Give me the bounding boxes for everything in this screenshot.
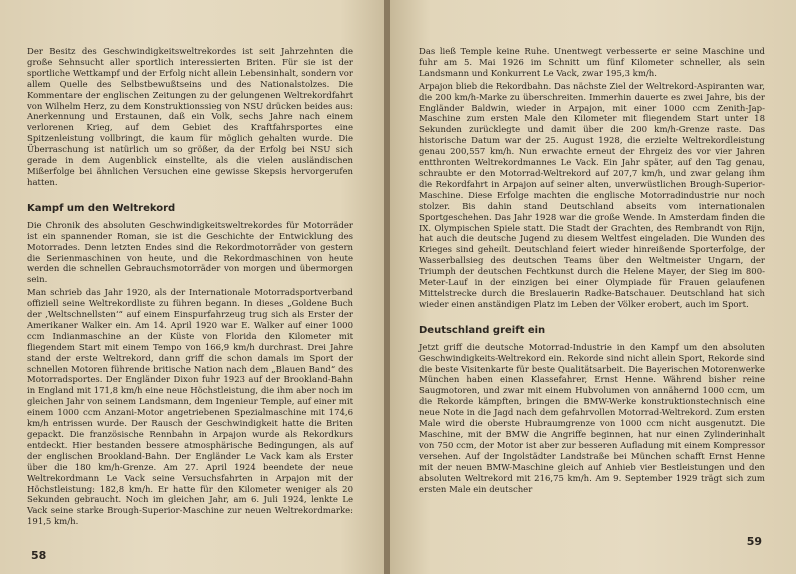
paragraph: Arpajon blieb die Rekordbahn. Das nächste Ziel der Weltrekord-Aspiranten war, die 200 km/h-Marke zu überschreiten. Immerhin dauerte es zwei Jahre, bis der Engländer Baldwin, wieder in Arpajon, mit einer 1000 ccm Zenith-Jap-Maschine zum ersten Male den Kilometer mit fliegendem Start unter 18 Sekunden zurücklegte und damit über die 200 km/h-Grenze raste. Das historische Datum war der 25. August 1928, die erzielte Weltrekordleistung genau 200,557 km/h. Nun erwachte erneut der Ehrgeiz des vor vier Jahren entthronten Weltrekordmannes Le Vack. Ein Jahr später, auf den Tag genau, schraubte er den Motorrad-Weltrekord auf 207,7 km/h, und zwar gelang ihm die Rekordfahrt in Arpajon auf seiner alten, unverwüstlichen Brough-Superior-Maschine. Diese Erfolge machten die englische Motorradindustrie nur noch stolzer. Bis dahin stand Deutschland abseits vom internationalen Sportgeschehen. Das Jahr 1928 war die große Wende. In Amsterdam finden die IX. Olympischen Spiele statt. Die Stadt der Grachten, des Rembrandt von Rijn, hat auch die deutsche Jugend zu diesem Weltfest eingeladen. Die Wunden des Krieges sind geheilt. Deutschland feiert wieder hinreißende Sporterfolge, der Wasserballsieg des deutschen Teams über den Weltmeister Ungarn, der Triumph der deutschen Fechtkunst durch die Helene Mayer, der Sieg im 800-Meter-Lauf in der einzigen bei einer Olympiade für Frauen gelaufenen Mittelstrecke durch die Breslauerin Radke-Batschauer. Deutschland hat sich wieder einen anständigen Platz im Leben der Völker erobert, auch im Sport. [419, 81, 765, 310]
paragraph: Man schrieb das Jahr 1920, als der Internationale Motorradsportverband offiziell seine Weltrekordliste zu führen begann. In dieses „Goldene Buch der ‚Weltschnellsten‘“ auf einem Einspurfahrzeug trug sich als Erster der Amerikaner Walker ein. Am 14. April 1920 war E. Walker auf einer 1000 ccm Indianmaschine an der Küste von Florida den Kilometer mit fliegendem Start mit einem Tempo von 166,9 km/h durchrast. Drei Jahre stand der erste Weltrekord, dann griff die schon damals im Sport der schnellen Motoren führende britische Nation nach dem „Blauen Band“ des Motorradsportes. Der Engländer Dixon fuhr 1923 auf der Brookland-Bahn in England mit 171,8 km/h eine neue Höchstleistung, die ihm aber noch im gleichen Jahr von seinem Landsmann, dem Ingenieur Temple, auf einer mit einem 1000 ccm Anzani-Motor angetriebenen Spezialmaschine mit 174,6 km/h entrissen wurde. Der Rausch der Geschwindigkeit hatte die Briten gepackt. Die französische Rennbahn in Arpajon wurde als Rekordkurs entdeckt. Hier bestanden bessere atmosphärische Bedingungen, als auf der englischen Brookland-Bahn. Der Engländer Le Vack kam als Erster über die 180 km/h-Grenze. Am 27. April 1924 beendete der neue Weltrekordmann Le Vack seine Versuchsfahrten in Arpajon mit der Höchstleistung: 182,8 km/h. Er hatte für den Kilometer weniger als 20 Sekunden gebraucht. Noch im gleichen Jahr, am 6. Juli 1924, lenkte Le Vack seine starke Brough-Superior-Maschine zur neuen Weltrekordmarke: 191,5 km/h. [27, 288, 353, 528]
right-page [390, 0, 796, 574]
right-page-content [419, 47, 765, 497]
left-page-content [27, 47, 353, 530]
left-page [0, 0, 386, 574]
section-heading: Kampf um den Weltrekord [27, 202, 176, 214]
page-number: 59 [746, 535, 762, 548]
paragraph: Jetzt griff die deutsche Motorrad-Industrie in den Kampf um den absoluten Geschwindigkeits-Weltrekord ein. Rekorde sind nicht allein Sport, Rekorde sind die beste Visitenkarte für beste Qualitätsarbeit. Die Bayerischen Motorenwerke München haben einen Klassefahrer, Ernst Henne. Während bisher reine Saugmotoren, und zwar mit einem Hubvolumen von annähernd 1000 ccm, um die Rekorde kämpften, bringen die BMW-Werke konstruktionstechnisch eine neue Note in die Jagd nach dem gefahrvollen Motorrad-Weltrekord. Zum ersten Male wird die oberste Hubraumgrenze von 1000 ccm nicht ausgenutzt. Die Maschine, mit der BMW die Angriffe beginnen, hat nur einen Zylinderinhalt von 750 ccm, der Motor ist aber zur besseren Aufladung mit einem Kompressor versehen. Auf der Ingolstädter Landstraße bei München schafft Ernst Henne mit der neuen BMW-Maschine gleich auf Anhieb vier Bestleistungen und den absoluten Weltrekord mit 216,75 km/h. Am 9. September 1929 trägt sich zum ersten Male ein deutscher [419, 342, 765, 495]
page-number: 58 [31, 549, 47, 562]
paragraph: Das ließ Temple keine Ruhe. Unentwegt verbesserte er seine Maschine und fuhr am 5. Mai 1926 im Schnitt um fünf Kilometer schneller, als sein Landsmann und Konkurrent Le Vack, zwar 195,3 km/h. [419, 47, 765, 79]
paragraph: Der Besitz des Geschwindigkeitsweltrekordes ist seit Jahrzehnten die große Sehnsucht aller sportlich interessierten Briten. Für sie ist der sportliche Wettkampf und der Erfolg nicht allein Lebensinhalt, sondern vor allem Quelle des Selbstbewußtseins und des Nationalstolzes. Die Kommentare der englischen Zeitungen zu der gelungenen Weltrekordfahrt von Wilhelm Herz, zu dem Konstruktionssieg von NSU drücken beides aus: Anerkennung und Erstaunen, daß ein Volk, sechs Jahre nach einem verlorenen Krieg, auf dem Gebiet des Kraftfahrsportes eine Spitzenleistung vollbringt, die kaum für möglich gehalten wurde. Die Überraschung ist natürlich um so größer, da der Erfolg bei NSU sich gerade in dem Augenblick einstellte, als die vielen ausländischen Mißerfolge bei ähnlichen Versuchen eine gewisse Skepsis hervorgerufen hatten. [27, 47, 353, 188]
paragraph: Die Chronik des absoluten Geschwindigkeitsweltrekordes für Motorräder ist ein spannender Roman, sie ist die Geschichte der Entwicklung des Motorrades. Denn letzten Endes sind die Rekordmotorräder von gestern die Serienmaschinen von heute, und die Rekordmaschinen von heute werden die schnellen Gebrauchsmotorräder von morgen und übermorgen sein. [27, 220, 353, 286]
section-heading: Deutschland greift ein [419, 324, 546, 336]
